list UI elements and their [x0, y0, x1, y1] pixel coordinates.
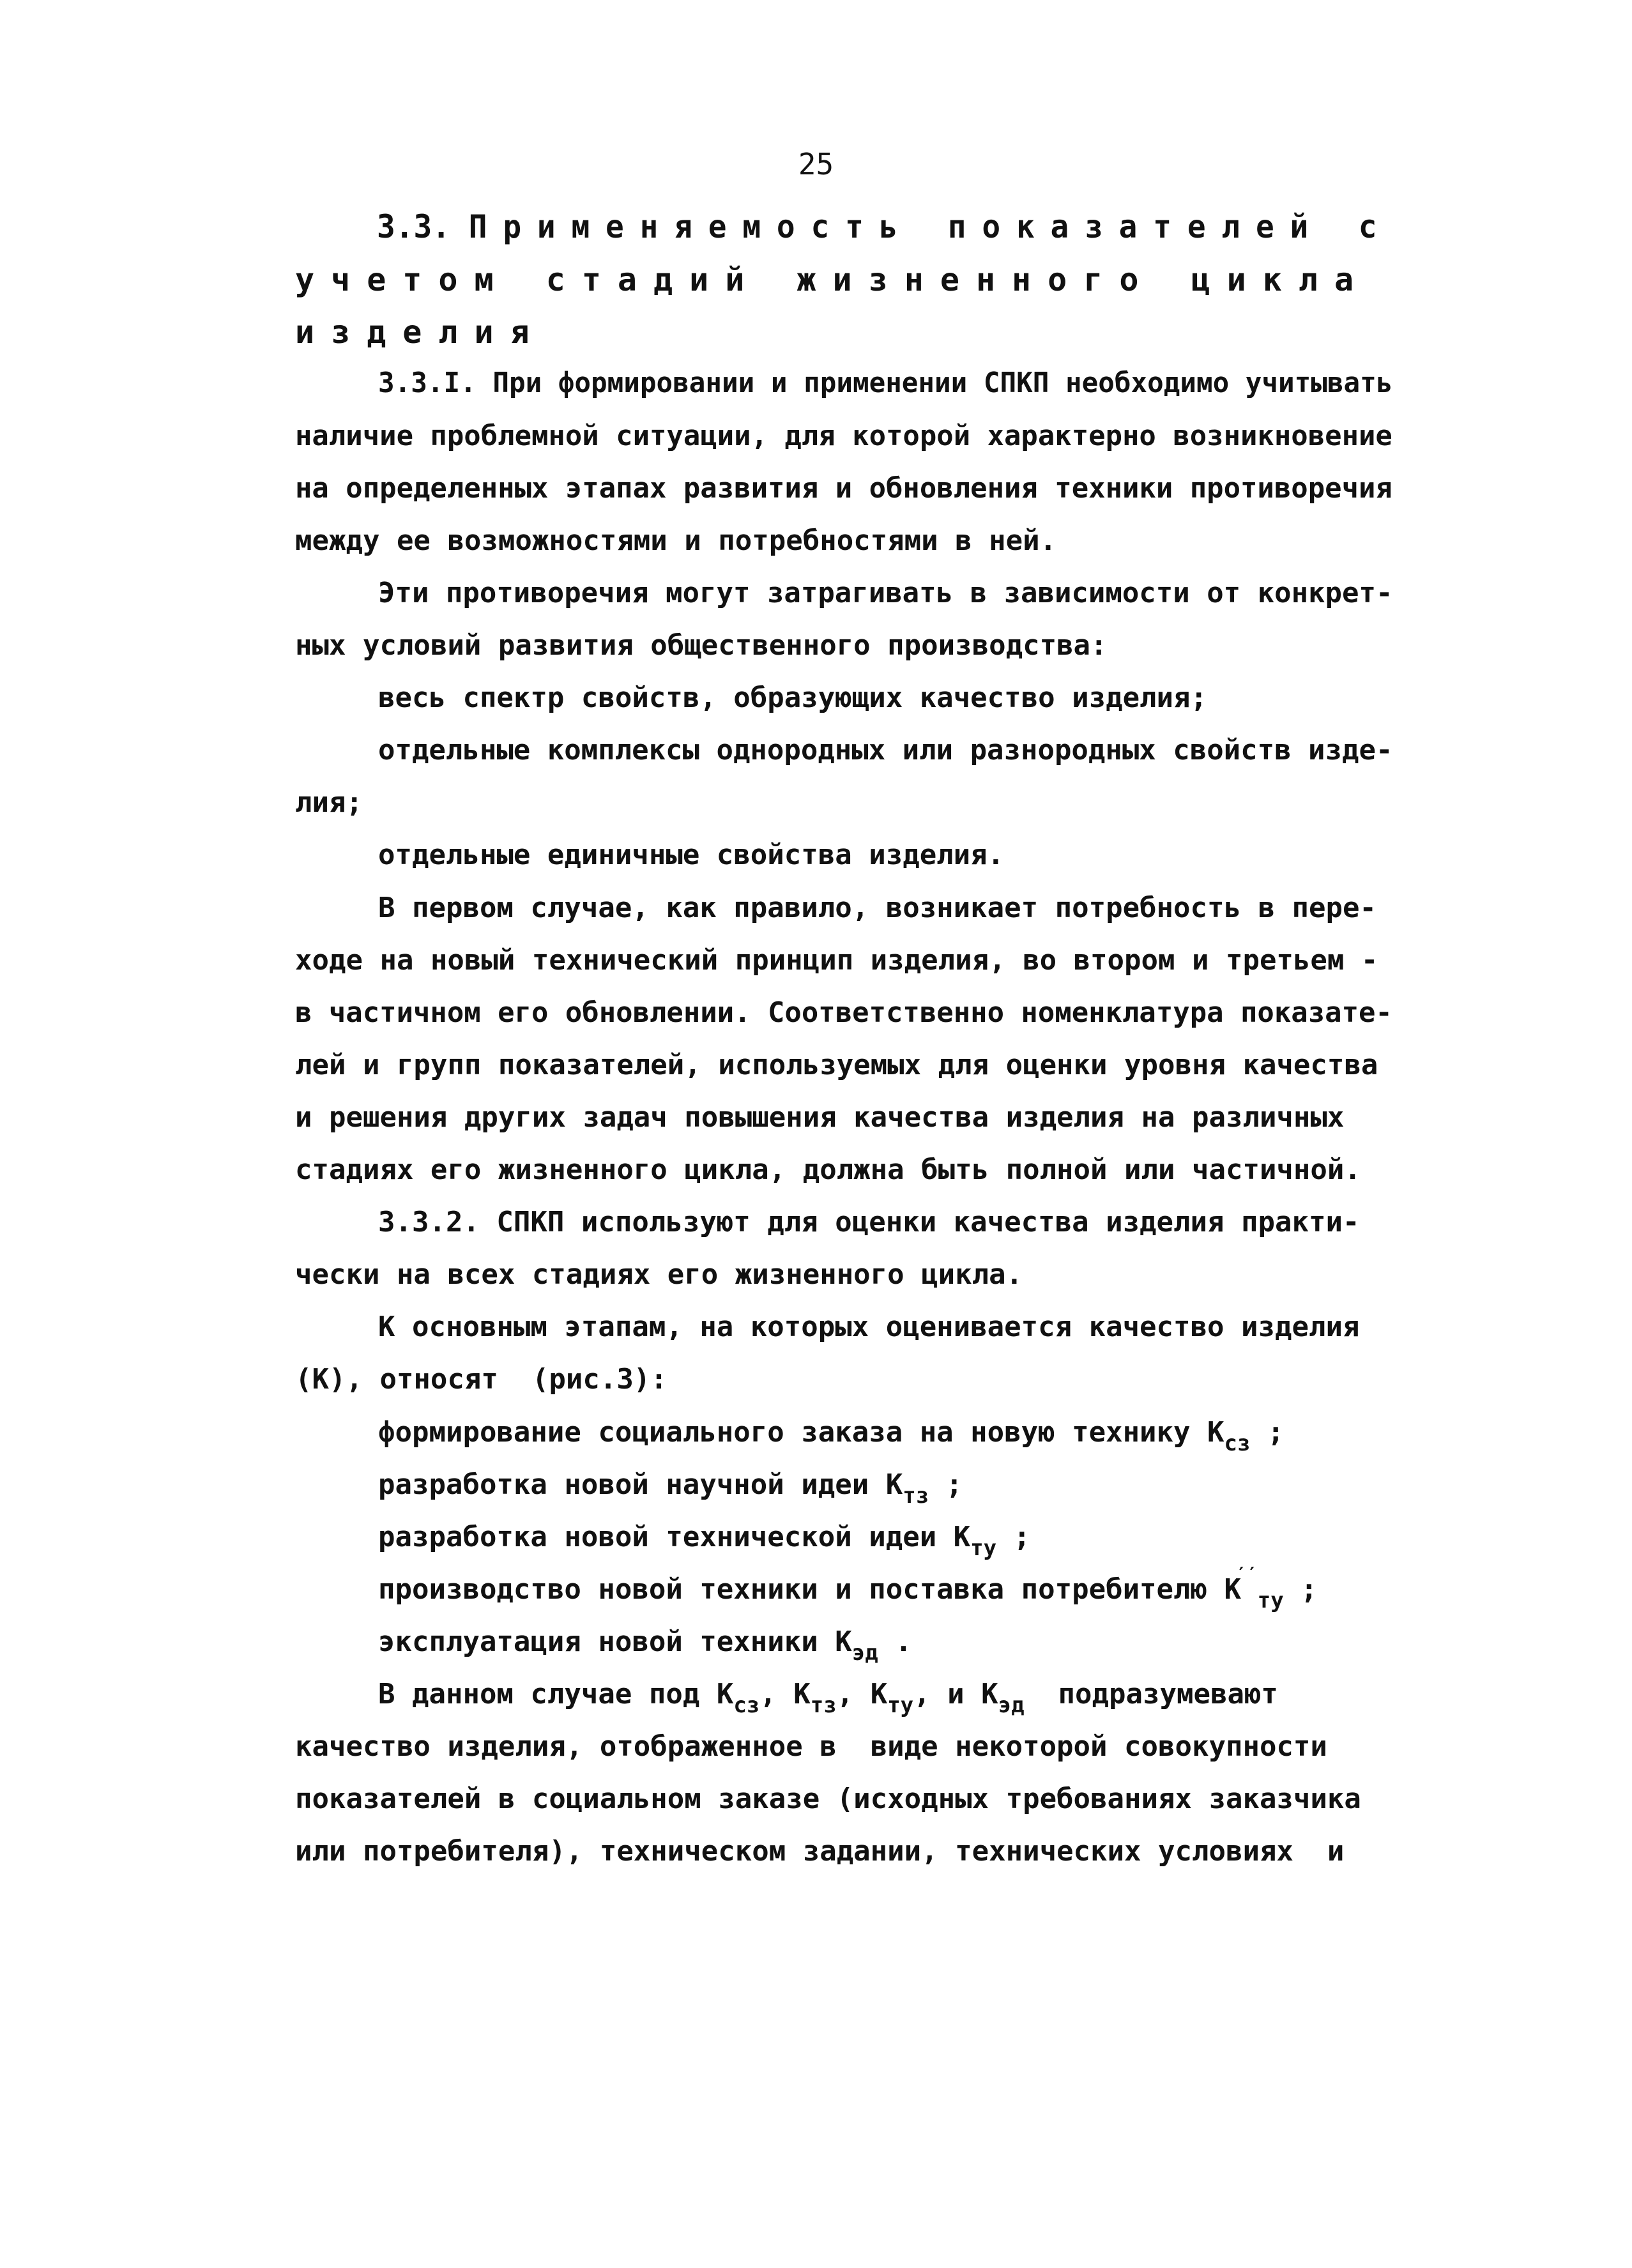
list-item: производство новой техники и поставка потребителю $К''_{ту}$ ; — [378, 1563, 1318, 1613]
symbol-k: К — [953, 1521, 971, 1553]
text-line: К основным этапам, на которых оценивается качество изделия — [378, 1311, 1360, 1343]
text-line: ходе на новый технический принцип изделия, во втором и третьем - — [295, 944, 1378, 977]
text-line: стадиях его жизненного цикла, должна быть полной или частичной. — [295, 1153, 1361, 1186]
text-line: В первом случае, как правило, возникает потребность в пере- — [378, 892, 1377, 924]
subscript-tu: ту — [970, 1535, 997, 1561]
section-number: 3.3. — [377, 208, 450, 245]
text-line: или потребителя), техническом задании, технических условиях и — [295, 1835, 1345, 1868]
text-line: качество изделия, отображенное в виде некоторой совокупности — [295, 1730, 1327, 1763]
subscript-cz: сз — [1224, 1431, 1251, 1456]
text-line: показателей в социальном заказе (исходных требованиях заказчика — [295, 1783, 1361, 1815]
text-line: наличие проблемной ситуации, для которой характерно возникновение — [295, 420, 1392, 452]
text-line: ных условий развития общественного производства: — [295, 629, 1108, 662]
text-line: лия; — [295, 786, 363, 819]
subscript-tz: тз — [903, 1483, 929, 1509]
list-item: отдельные единичные свойства изделия. — [378, 839, 1005, 871]
subscript-ed: эд — [851, 1640, 878, 1666]
list-item: отдельные комплексы однородных или разнородных свойств изде- — [378, 734, 1393, 766]
symbol-k: К — [1207, 1416, 1224, 1449]
text-line: 3.3.2. СПКП используют для оценки качества изделия практи- — [378, 1206, 1360, 1238]
section-heading-line-1 — [377, 208, 1392, 246]
text-line: на определенных этапах развития и обновления техники противоречия — [295, 472, 1392, 505]
text-line: в частичном его обновлении. Соответственно номенклатура показате- — [295, 996, 1392, 1029]
text-line: между ее возможностями и потребностями в ней. — [295, 524, 1057, 557]
prime-mark: ′′ — [1236, 1563, 1258, 1584]
list-item: эксплуатация новой техники $К_{эд}$ . — [378, 1625, 912, 1666]
text-line: В данном случае под $К_{сз}$, $К_{тз}$, $К_{ту}$, и $К_{эд}$ подразумевают — [378, 1678, 1278, 1718]
text-line: 3.3.I. При формировании и применении СПКП необходимо учитывать — [378, 367, 1393, 399]
page-number: 25 — [798, 147, 834, 181]
list-item: разработка новой технической идеи $К_{ту}$ ; — [378, 1521, 1031, 1561]
section-heading-line-3: изделия — [295, 314, 546, 351]
symbol-k: К — [885, 1468, 903, 1501]
subscript-tu: ту — [1257, 1588, 1284, 1613]
text-line: (К), относят (рис.3): — [295, 1363, 667, 1396]
text-line: чески на всех стадиях его жизненного цикла. — [295, 1258, 1023, 1291]
symbol-k: К — [1224, 1573, 1242, 1606]
symbol-k: К — [835, 1625, 852, 1658]
list-item: разработка новой научной идеи $К_{тз}$ ; — [378, 1468, 963, 1509]
list-item: формирование социального заказа на новую технику $К_{сз}$ ; — [378, 1416, 1285, 1456]
text-line: лей и групп показателей, используемых для оценки уровня качества — [295, 1049, 1378, 1081]
text-line: Эти противоречия могут затрагивать в зависимости от конкрет- — [378, 577, 1393, 609]
text-line: и решения других задач повышения качества изделия на различных — [295, 1101, 1345, 1134]
list-item: весь спектр свойств, образующих качество изделия; — [378, 681, 1208, 714]
section-heading-line-2: учетом стадий жизненного цикла — [295, 261, 1371, 298]
section-title-part-1: Применяемость показателей с — [468, 208, 1393, 245]
